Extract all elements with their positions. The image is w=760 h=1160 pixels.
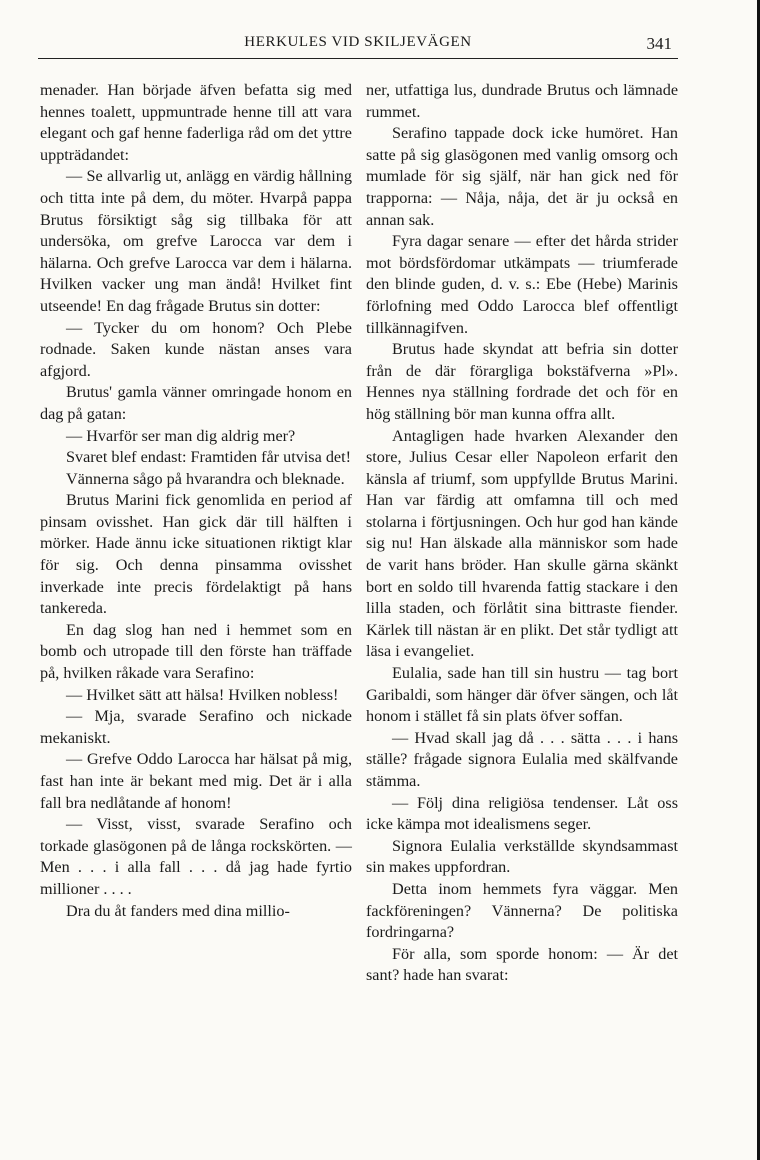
paragraph: — Hvarför ser man dig aldrig mer? xyxy=(66,426,296,445)
paragraph: Brutus hade skyndat att befria sin dotter från de där förargliga bokstäfverna »Pl». Hennes nya ställning fordrade det och för en hög ställning bör man kunna offra allt. xyxy=(366,340,678,423)
paragraph: — Hvad skall jag då . . . sätta . . . i hans ställe? frågade signora Eulalia med skälfvande stämma. xyxy=(366,728,678,790)
paragraph: Signora Eulalia verkställde skyndsammast sin makes uppfordran. xyxy=(366,836,678,877)
left-column xyxy=(40,80,352,922)
right-column xyxy=(366,80,678,987)
paragraph: ner, utfattiga lus, dundrade Brutus och lämnade rummet. xyxy=(366,81,678,121)
paragraph: Svaret blef endast: Framtiden får utvisa det! xyxy=(66,448,351,467)
running-header xyxy=(38,34,678,60)
header-rule xyxy=(38,58,678,59)
paragraph: Brutus Marini fick genomlida en period af pinsam ovisshet. Han gick där till hälften i mörker. Hade ännu icke situationen riktigt klar för sig. Och denna pinsamma ovisshet inverkade inte precis fördelaktigt på hans tankereda. xyxy=(40,491,352,618)
paragraph: Dra du åt fanders med dina millio- xyxy=(66,901,290,920)
running-title: HERKULES VID SKILJEVÄGEN xyxy=(244,34,472,50)
paragraph: — Grefve Oddo Larocca har hälsat på mig, fast han inte är bekant med mig. Det är i alla fall bra nedlåtande af honom! xyxy=(40,750,352,812)
paragraph: Detta inom hemmets fyra väggar. Men fackföreningen? Vännerna? De politiska fordringarna? xyxy=(366,879,678,942)
paragraph: — Visst, visst, svarade Serafino och torkade glasögonen på de långa rockskörten. — Men . . . i alla fall . . . då jag hade fyrtio millioner . . . . xyxy=(40,815,352,898)
paragraph: — Tycker du om honom? Och Plebe rodnade. Saken kunde nästan anses vara afgjord. xyxy=(40,318,352,380)
paragraph: En dag slog han ned i hemmet som en bomb och utropade till den förste han träffade på, hvilken råkade vara Serafino: xyxy=(40,620,352,683)
paragraph: Serafino tappade dock icke humöret. Han satte på sig glasögonen med vanlig omsorg och mumlade för sig själf, när han gick ned för trapporna: — Nåja, nåja, det är ju också en annan sak. xyxy=(366,124,678,229)
paragraph: Vännerna sågo på hvarandra och bleknade. xyxy=(66,469,345,488)
paragraph: Brutus' gamla vänner omringade honom en dag på gatan: xyxy=(40,383,352,423)
paragraph: Antagligen hade hvarken Alexander den store, Julius Cesar eller Napoleon erfarit den känsla af triumf, som uppfyllde Brutus Marini. Han var färdig att omfamna till och med stolarna i förtjusningen. Och hur god han kände sig nu! Han älskade alla människor som hade de varit hans bröder. Han skulle gärna skänkt bort en soldo till hvarenda fattig stackare i den lilla staden, och förlåtit sina bittraste fiender. Kärlek till nästan är en plikt. Det står tydligt att läsa i evangeliet. xyxy=(366,426,678,661)
paragraph: menader. Han började äfven befatta sig med hennes toalett, uppmuntrade henne till att vara elegant och gaf henne faderliga råd om det yttre uppträdandet: xyxy=(40,81,352,164)
paragraph: — Följ dina religiösa tendenser. Låt oss icke kämpa mot idealismens seger. xyxy=(366,793,678,834)
paragraph: Fyra dagar senare — efter det hårda strider mot bördsfördomar utkämpats — triumferade den blinde guden, d. v. s.: Ebe (Hebe) Marinis förlofning med Oddo Larocca blef offentligt tillkännagifven. xyxy=(366,232,678,337)
page-number: 341 xyxy=(646,34,672,53)
paragraph: — Mja, svarade Serafino och nickade mekaniskt. xyxy=(40,707,352,747)
paragraph: — Se allvarlig ut, anlägg en värdig hållning och titta inte på dem, du möter. Hvarpå pappa Brutus försiktigt såg sig tillbaka för att undersöka, om grefve Larocca var dem i hälarna. Och grefve Larocca var dem i hälarna. Hvilken vacker ung man ändå! Hvilket fint utseende! En dag frågade Brutus sin dotter: xyxy=(40,167,352,315)
paragraph: För alla, som sporde honom: — Är det sant? hade han svarat: xyxy=(366,944,678,985)
paragraph: Eulalia, sade han till sin hustru — tag bort Garibaldi, som hänger där öfver sängen, och låt honom i stället få sin plats öfver soffan. xyxy=(366,664,678,726)
paragraph: — Hvilket sätt att hälsa! Hvilken nobless! xyxy=(66,685,339,704)
